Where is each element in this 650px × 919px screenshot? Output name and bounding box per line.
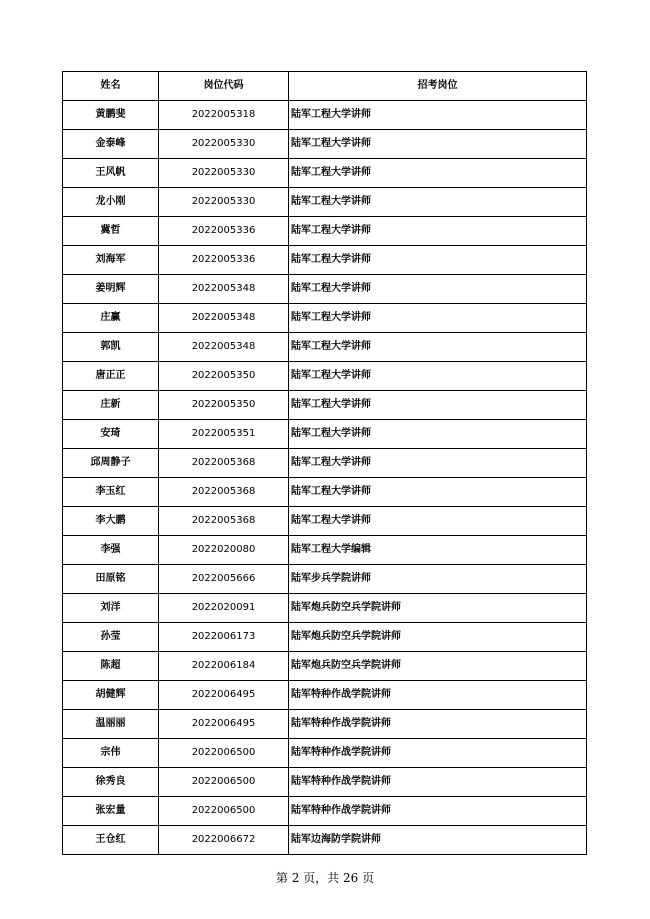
cell-post-code: 2022020080 bbox=[159, 536, 289, 565]
cell-name: 温丽丽 bbox=[63, 710, 159, 739]
cell-post-code: 2022005318 bbox=[159, 101, 289, 130]
table-row bbox=[63, 594, 587, 623]
cell-post-title: 陆军步兵学院讲师 bbox=[289, 565, 587, 594]
cell-post-code: 2022006672 bbox=[159, 826, 289, 855]
table-row bbox=[63, 391, 587, 420]
cell-post-title: 陆军工程大学讲师 bbox=[289, 449, 587, 478]
cell-post-code: 2022006500 bbox=[159, 768, 289, 797]
cell-name: 郭凯 bbox=[63, 333, 159, 362]
table-row bbox=[63, 565, 587, 594]
cell-name: 胡健辉 bbox=[63, 681, 159, 710]
table-row bbox=[63, 826, 587, 855]
table-row bbox=[63, 536, 587, 565]
cell-post-code: 2022005330 bbox=[159, 159, 289, 188]
table-row bbox=[63, 623, 587, 652]
cell-post-title: 陆军工程大学讲师 bbox=[289, 391, 587, 420]
table-row bbox=[63, 217, 587, 246]
cell-name: 冀哲 bbox=[63, 217, 159, 246]
table-row bbox=[63, 681, 587, 710]
column-header-post: 招考岗位 bbox=[289, 72, 587, 101]
cell-post-code: 2022005350 bbox=[159, 391, 289, 420]
cell-post-title: 陆军特种作战学院讲师 bbox=[289, 768, 587, 797]
cell-post-title: 陆军工程大学讲师 bbox=[289, 246, 587, 275]
cell-name: 刘海军 bbox=[63, 246, 159, 275]
table-row bbox=[63, 652, 587, 681]
table-row bbox=[63, 159, 587, 188]
table-row bbox=[63, 420, 587, 449]
column-header-code: 岗位代码 bbox=[159, 72, 289, 101]
cell-name: 徐秀良 bbox=[63, 768, 159, 797]
cell-name: 黄鹏斐 bbox=[63, 101, 159, 130]
cell-post-title: 陆军炮兵防空兵学院讲师 bbox=[289, 652, 587, 681]
cell-post-title: 陆军工程大学讲师 bbox=[289, 333, 587, 362]
cell-post-code: 2022005666 bbox=[159, 565, 289, 594]
cell-post-title: 陆军工程大学讲师 bbox=[289, 304, 587, 333]
cell-name: 唐正正 bbox=[63, 362, 159, 391]
cell-post-title: 陆军特种作战学院讲师 bbox=[289, 739, 587, 768]
table-row bbox=[63, 188, 587, 217]
cell-post-title: 陆军工程大学讲师 bbox=[289, 101, 587, 130]
cell-post-code: 2022020091 bbox=[159, 594, 289, 623]
cell-post-code: 2022006495 bbox=[159, 681, 289, 710]
cell-name: 张宏量 bbox=[63, 797, 159, 826]
table-row bbox=[63, 101, 587, 130]
cell-name: 陈超 bbox=[63, 652, 159, 681]
cell-post-code: 2022006500 bbox=[159, 739, 289, 768]
table-row bbox=[63, 478, 587, 507]
cell-post-code: 2022005336 bbox=[159, 217, 289, 246]
cell-post-title: 陆军工程大学讲师 bbox=[289, 420, 587, 449]
cell-post-code: 2022005350 bbox=[159, 362, 289, 391]
table-row bbox=[63, 130, 587, 159]
table-row bbox=[63, 710, 587, 739]
cell-name: 田原铭 bbox=[63, 565, 159, 594]
table-row bbox=[63, 768, 587, 797]
cell-post-code: 2022006173 bbox=[159, 623, 289, 652]
cell-post-title: 陆军特种作战学院讲师 bbox=[289, 681, 587, 710]
table-row bbox=[63, 797, 587, 826]
cell-post-code: 2022005368 bbox=[159, 478, 289, 507]
table-row bbox=[63, 275, 587, 304]
cell-post-title: 陆军特种作战学院讲师 bbox=[289, 710, 587, 739]
cell-post-title: 陆军工程大学讲师 bbox=[289, 362, 587, 391]
cell-post-title: 陆军边海防学院讲师 bbox=[289, 826, 587, 855]
cell-name: 李玉红 bbox=[63, 478, 159, 507]
table-row bbox=[63, 304, 587, 333]
cell-name: 邱周静子 bbox=[63, 449, 159, 478]
cell-post-code: 2022005330 bbox=[159, 130, 289, 159]
cell-name: 王风帆 bbox=[63, 159, 159, 188]
cell-post-code: 2022005348 bbox=[159, 275, 289, 304]
cell-post-code: 2022005368 bbox=[159, 449, 289, 478]
cell-post-code: 2022006500 bbox=[159, 797, 289, 826]
cell-post-code: 2022005368 bbox=[159, 507, 289, 536]
table-body bbox=[63, 101, 587, 855]
cell-post-code: 2022006184 bbox=[159, 652, 289, 681]
cell-post-title: 陆军工程大学讲师 bbox=[289, 188, 587, 217]
cell-post-title: 陆军工程大学讲师 bbox=[289, 275, 587, 304]
cell-name: 李强 bbox=[63, 536, 159, 565]
cell-name: 姜明辉 bbox=[63, 275, 159, 304]
table-row bbox=[63, 246, 587, 275]
page-footer: 第 2 页，共 26 页 bbox=[275, 871, 375, 885]
cell-name: 李大鹏 bbox=[63, 507, 159, 536]
cell-post-code: 2022005348 bbox=[159, 304, 289, 333]
cell-post-title: 陆军特种作战学院讲师 bbox=[289, 797, 587, 826]
table-row bbox=[63, 507, 587, 536]
cell-name: 金泰峰 bbox=[63, 130, 159, 159]
cell-name: 孙莹 bbox=[63, 623, 159, 652]
table-row bbox=[63, 333, 587, 362]
cell-post-title: 陆军工程大学讲师 bbox=[289, 217, 587, 246]
cell-name: 庄赢 bbox=[63, 304, 159, 333]
cell-post-code: 2022005348 bbox=[159, 333, 289, 362]
table-header-row bbox=[63, 72, 587, 101]
table-row bbox=[63, 362, 587, 391]
cell-post-title: 陆军工程大学讲师 bbox=[289, 507, 587, 536]
cell-post-title: 陆军工程大学讲师 bbox=[289, 478, 587, 507]
cell-name: 安琦 bbox=[63, 420, 159, 449]
cell-post-code: 2022005351 bbox=[159, 420, 289, 449]
cell-post-title: 陆军工程大学编辑 bbox=[289, 536, 587, 565]
cell-post-code: 2022005330 bbox=[159, 188, 289, 217]
cell-name: 龙小刚 bbox=[63, 188, 159, 217]
cell-name: 王仓红 bbox=[63, 826, 159, 855]
cell-name: 宗伟 bbox=[63, 739, 159, 768]
cell-name: 庄新 bbox=[63, 391, 159, 420]
table-row bbox=[63, 739, 587, 768]
cell-post-title: 陆军炮兵防空兵学院讲师 bbox=[289, 623, 587, 652]
table-row bbox=[63, 449, 587, 478]
cell-post-title: 陆军炮兵防空兵学院讲师 bbox=[289, 594, 587, 623]
cell-name: 刘洋 bbox=[63, 594, 159, 623]
column-header-name: 姓名 bbox=[63, 72, 159, 101]
cell-post-code: 2022006495 bbox=[159, 710, 289, 739]
cell-post-title: 陆军工程大学讲师 bbox=[289, 130, 587, 159]
roster-table bbox=[62, 71, 587, 855]
cell-post-title: 陆军工程大学讲师 bbox=[289, 159, 587, 188]
cell-post-code: 2022005336 bbox=[159, 246, 289, 275]
